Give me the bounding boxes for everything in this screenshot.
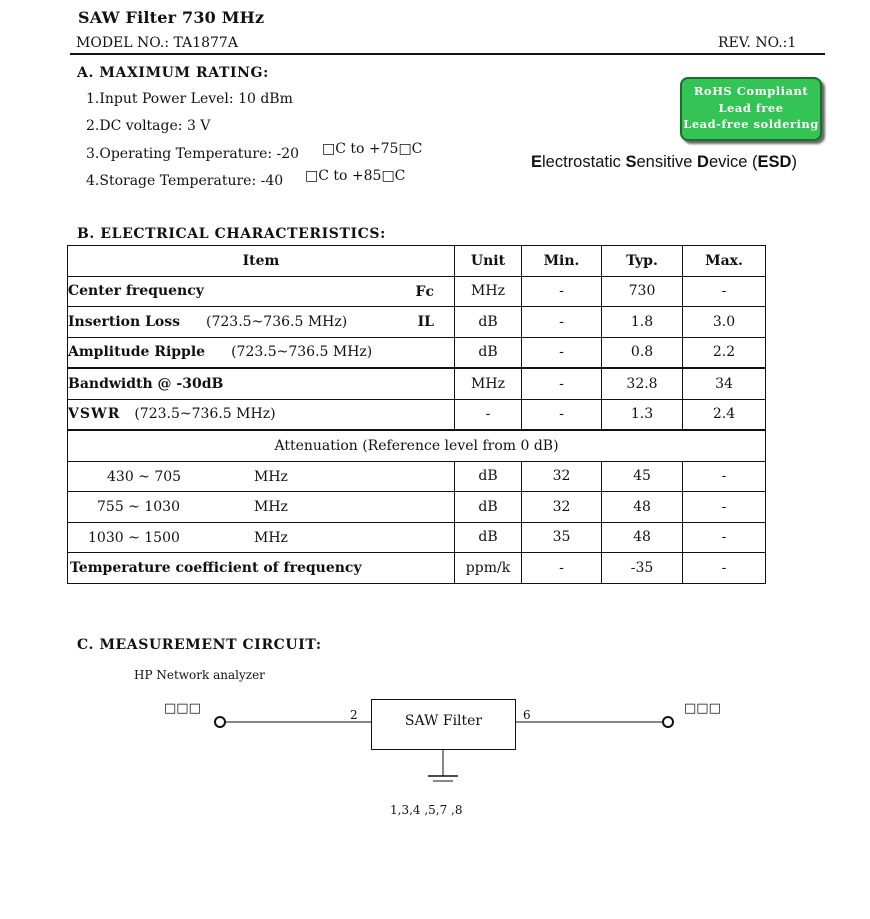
row-typ: 32.8 [602,368,683,399]
rohs-line-1: RoHS Compliant [693,84,809,98]
attenuation-label: Attenuation (Reference level from 0 dB) [68,430,766,461]
item-name: Bandwidth @ -30dB [68,375,224,392]
row-unit: dB [455,307,522,338]
analyzer-label: HP Network analyzer [134,668,265,682]
attenuation-range: 1030 ~ 1500 [88,529,180,546]
pin-in-label: 2 [350,708,358,722]
rohs-line-3: Lead-free soldering [683,117,819,131]
rating-storage-temp: 4.Storage Temperature: -40 [86,173,284,189]
row-min: - [522,399,602,430]
row-min: - [522,337,602,368]
row-max: 2.4 [683,399,766,430]
esd-letter-e: E [531,153,543,171]
row-unit: dB [455,522,522,553]
row-typ: 1.8 [602,307,683,338]
col-max: Max. [683,246,766,277]
item-name: Center frequency [68,283,204,300]
item-condition: (723.5~736.5 MHz) [206,313,348,330]
esd-word-3: evice ( [708,153,758,171]
rohs-line-2: Lead free [718,100,784,115]
col-min: Min. [522,246,602,277]
esd-abbrev: ESD [757,153,792,171]
row-min: 32 [522,492,602,523]
esd-letter-s: S [625,153,637,171]
col-typ: Typ. [602,246,683,277]
row-unit: dB [455,461,522,492]
rating-input-power: 1.Input Power Level: 10 dBm [86,91,293,107]
row-typ: -35 [602,553,683,584]
revision-number: REV. NO.:1 [718,35,797,51]
right-port-label: □□□ [684,701,721,716]
ground-pins-label: 1,3,4 ,5,7 ,8 [390,803,463,817]
item-name: Amplitude Ripple [68,344,206,361]
item-name: Temperature coefficient of frequency [70,559,362,576]
attenuation-unit-label: MHz [254,529,288,546]
left-port-label: □□□ [164,701,201,716]
row-typ: 1.3 [602,399,683,430]
row-max: - [683,522,766,553]
item-symbol: IL [417,314,434,330]
row-min: 32 [522,461,602,492]
row-unit: MHz [455,368,522,399]
item-condition: (723.5~736.5 MHz) [134,406,276,423]
storage-temp-range: □C to +85□C [305,168,406,184]
col-unit: Unit [455,246,522,277]
esd-close: ) [791,153,797,171]
item-name: VSWR [68,406,121,423]
row-max: 2.2 [683,337,766,368]
attenuation-unit-label: MHz [254,499,288,515]
model-number: MODEL NO.: TA1877A [76,35,238,51]
col-item: Item [68,246,455,277]
esd-word-2: ensitive [636,153,698,171]
document-title: SAW Filter 730 MHz [78,8,265,27]
row-min: - [522,553,602,584]
row-typ: 45 [602,461,683,492]
rating-operating-temp: 3.Operating Temperature: -20 [86,146,300,162]
operating-temp-range: □C to +75□C [322,141,423,157]
attenuation-unit-label: MHz [254,468,288,485]
row-max: 34 [683,368,766,399]
row-max: - [683,276,766,307]
section-b-heading: B. ELECTRICAL CHARACTERISTICS: [77,226,386,242]
row-typ: 0.8 [602,337,683,368]
row-unit: MHz [455,276,522,307]
saw-filter-box: SAW Filter [371,699,516,750]
item-symbol: Fc [415,283,434,300]
esd-letter-d: D [697,153,709,171]
row-min: - [522,368,602,399]
row-unit: dB [455,492,522,523]
row-typ: 730 [602,276,683,307]
esd-word-1: lectrostatic [542,153,626,171]
row-max: - [683,553,766,584]
row-min: - [522,276,602,307]
section-a-heading: A. MAXIMUM RATING: [77,65,269,81]
item-condition: (723.5~736.5 MHz) [231,344,373,361]
row-unit: ppm/k [455,553,522,584]
attenuation-range: 430 ~ 705 [107,468,182,485]
item-name: Insertion Loss [68,313,181,330]
row-unit: - [455,399,522,430]
row-typ: 48 [602,492,683,523]
section-c-heading: C. MEASUREMENT CIRCUIT: [77,637,322,653]
output-port-terminal [663,717,673,727]
attenuation-range: 755 ~ 1030 [97,499,180,515]
row-min: 35 [522,522,602,553]
row-min: - [522,307,602,338]
row-max: - [683,492,766,523]
rating-dc-voltage: 2.DC voltage: 3 V [86,118,211,134]
row-typ: 48 [602,522,683,553]
input-port-terminal [215,717,225,727]
row-max: 3.0 [683,307,766,338]
row-unit: dB [455,337,522,368]
pin-out-label: 6 [523,708,531,722]
row-max: - [683,461,766,492]
